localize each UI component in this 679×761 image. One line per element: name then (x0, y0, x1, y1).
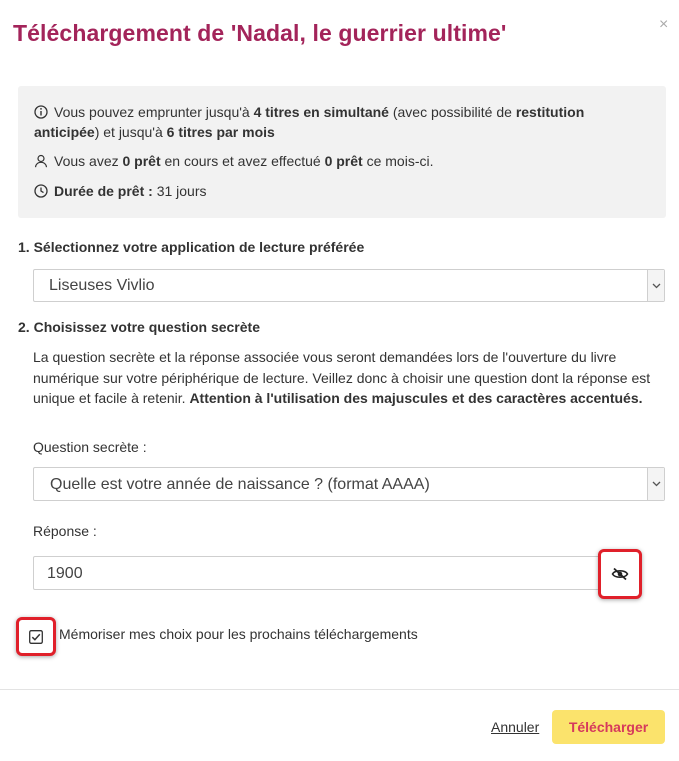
download-button[interactable]: Télécharger (552, 710, 665, 744)
answer-input[interactable] (33, 556, 638, 590)
loan-limit-text: Vous pouvez emprunter jusqu'à 4 titres en simultané (avec possibilité de restitution anticipée) et jusqu'à 6 titres par mois (34, 104, 585, 140)
cancel-button[interactable]: Annuler (491, 719, 540, 735)
close-icon[interactable]: × (659, 16, 669, 33)
secret-question-description: La question secrète et la réponse associée vous seront demandées lors de l'ouverture du livre numérique sur votre périphérique de lecture. Veillez donc à choisir une question dont la réponse est unique et facile à retenir. Attention à l'utilisation des majuscules et des caractères accentués. (33, 349, 651, 406)
answer-label: Réponse : (33, 523, 97, 539)
dialog-title: Téléchargement de 'Nadal, le guerrier ultime' (13, 20, 507, 46)
question-label: Question secrète : (33, 439, 147, 455)
loan-count-text: Vous avez 0 prêt en cours et avez effectué 0 prêt ce mois-ci. (34, 151, 434, 171)
remember-choices-checkbox[interactable] (16, 617, 56, 656)
eye-slash-icon (611, 567, 629, 581)
user-icon (34, 154, 48, 168)
loan-duration-text: Durée de prêt : 31 jours (34, 181, 207, 201)
step1-heading: 1. Sélectionnez votre application de lecture préférée (18, 239, 365, 255)
chevron-down-icon (647, 468, 664, 500)
reading-app-select[interactable]: Liseuses Vivlio (33, 269, 665, 302)
answer-value: 1900 (47, 565, 83, 582)
checkbox-checked-icon (29, 630, 43, 644)
clock-icon (34, 184, 48, 198)
secret-question-select[interactable]: Quelle est votre année de naissance ? (format AAAA) (33, 467, 665, 501)
remember-choices-label[interactable]: Mémoriser mes choix pour les prochains téléchargements (59, 626, 418, 642)
toggle-visibility-button[interactable] (598, 549, 642, 599)
chevron-down-icon (647, 270, 664, 301)
info-circle-icon (34, 105, 48, 119)
footer-divider (0, 689, 679, 690)
loan-info-box (18, 86, 666, 218)
step2-heading: 2. Choisissez votre question secrète (18, 319, 260, 335)
